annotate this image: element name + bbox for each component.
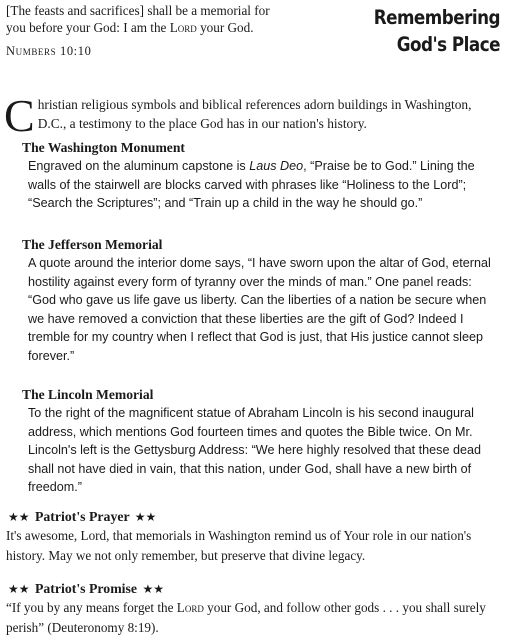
intro-paragraph — [4, 90, 498, 141]
section-body-text: Engraved on the aluminum capstone is — [28, 159, 250, 173]
star-icon: ★★ — [134, 510, 157, 524]
section-body-text-cont: , “Praise be to God.” Lining the walls of the stairwell are blocks carved with phrases like “Holiness to the Lord”; “Search the Scriptures”; and “Train up a child in the way he should go.” — [28, 159, 475, 211]
intro-text: hristian religious symbols and biblical references adorn buildings in Washington, D.C., a testimony to the place God has in our nation's history. — [37, 97, 472, 131]
patriots-promise — [6, 580, 502, 637]
verse-lord: Lord — [169, 20, 197, 35]
section-body-latin: Laus Deo — [249, 159, 304, 173]
drop-cap: C — [4, 90, 35, 141]
prayer-heading-row — [6, 508, 502, 526]
header-verse — [6, 2, 306, 36]
star-icon: ★★ — [142, 582, 164, 596]
title-line-2: God's Place — [396, 33, 500, 56]
prayer-text: It's awesome, Lord, that memorials in Washington remind us of Your role in our nation's history. May we not only remember, but preserve that divine legacy. — [6, 528, 472, 563]
star-icon: ★★ — [8, 510, 30, 524]
star-icon: ★★ — [8, 582, 30, 596]
patriots-prayer — [6, 508, 502, 565]
section-jefferson-memorial — [22, 236, 500, 366]
prayer-heading: Patriot's Prayer — [34, 509, 130, 524]
promise-heading: Patriot's Promise — [34, 581, 138, 596]
verse-line-2-end: your God. — [196, 20, 254, 35]
verse-line-1: [The feasts and sacrifices] shall be a memorial for — [6, 3, 270, 18]
promise-heading-row — [6, 580, 502, 598]
section-lincoln-memorial — [22, 386, 500, 497]
section-body — [22, 157, 500, 213]
section-washington-monument — [22, 139, 500, 213]
section-heading: The Washington Monument — [22, 140, 185, 155]
section-heading: The Lincoln Memorial — [22, 387, 154, 402]
verse-reference: Numbers 10:10 — [6, 44, 92, 58]
promise-lord: Lord — [176, 600, 204, 615]
title-line-1: Remembering — [373, 6, 500, 29]
section-body: A quote around the interior dome says, “I have sworn upon the altar of God, eternal hostility against every form of tyranny over the minds of man.” One panel reads: “God who gave us life gave us liberty. Can the liberties of a nation be secure when we have removed a conviction that these liberties are the gift of God? Indeed I tremble for my country when I reflect that God is just, that His justice cannot sleep forever.” — [28, 256, 491, 363]
verse-line-2: you before your God: I am the — [6, 20, 170, 35]
section-heading: The Jefferson Memorial — [22, 237, 163, 252]
page-title — [328, 4, 500, 58]
promise-text — [6, 598, 502, 637]
section-body: To the right of the magnificent statue of Abraham Lincoln is his second inaugural address, which mentions God fourteen times and quotes the Bible twice. On Mr. Lincoln's left is the Gettysburg Address: “We here highly resolved that these dead shall not have died in vain, that this nation, under God, shall have a new birth of freedom.” — [28, 406, 481, 495]
promise-text-start: “If you by any means forget the — [6, 600, 177, 615]
promise-text-end: your God, and follow other gods . . . you shall surely perish” (Deuteronomy 8:19). — [6, 600, 486, 635]
